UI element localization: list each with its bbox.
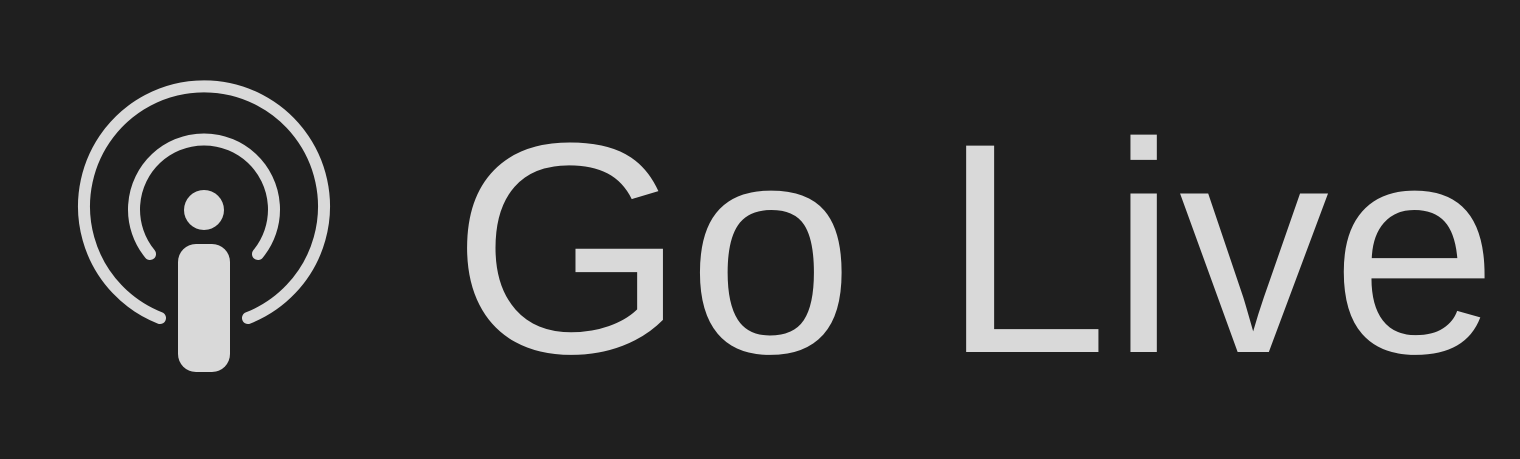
- broadcast-icon: [72, 78, 336, 378]
- go-live-label: Go Live: [452, 80, 1500, 416]
